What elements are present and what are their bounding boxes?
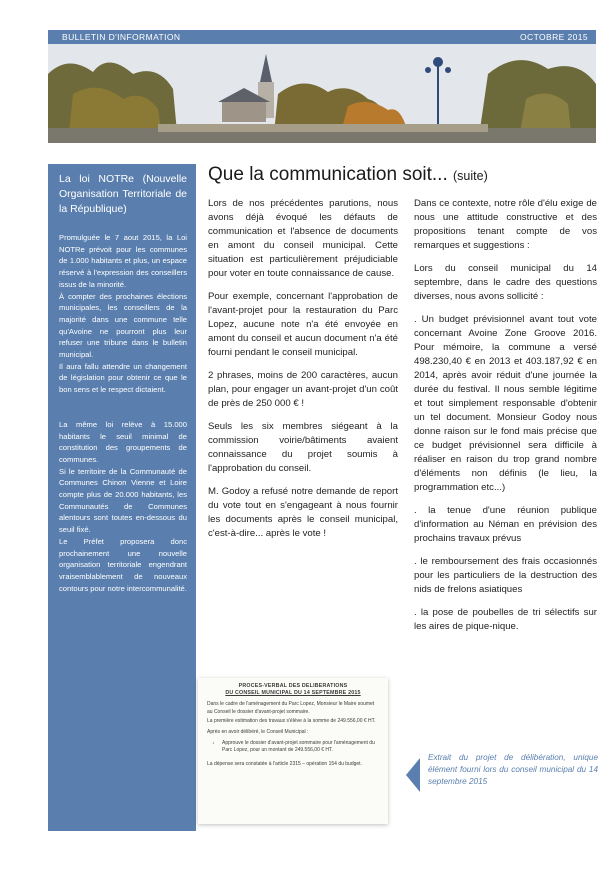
scan-paragraph: Après en avoir délibéré, le Conseil Municipal : [207, 729, 309, 736]
scan-title-line-1: PROCES-VERBAL DES DELIBERATIONS [238, 683, 348, 689]
article-title-suffix: (suite) [453, 169, 488, 183]
article-paragraph: M. Godoy a refusé notre demande de report du vote tout en s'engageant à nous fournir les documents après le conseil municipal, c'est-à-dire... après le vote ! [208, 486, 398, 539]
sidebar-paragraph: À compter des prochaines élections municipales, les conseillers de la majorité dans une commune telle qu'Avoine ne pourront plus leur refuser une tribune dans le bulletin municipal. [59, 291, 187, 360]
article-paragraph: 2 phrases, moins de 200 caractères, aucun plan, pour engager un avant-projet d'un coût de près de 250 000 € ! [208, 370, 398, 409]
village-skyline-image [48, 44, 596, 143]
sidebar-notre [48, 164, 196, 831]
scan-paragraph: La première estimation des travaux s'élève à la somme de 249.556,00 € HT. [207, 717, 376, 724]
sidebar-paragraph: La même loi relève à 15.000 habitants le seuil minimal de constitution des groupements de communes. [59, 419, 187, 464]
sidebar-title: La loi NOTRe (Nouvelle Organisation Territoriale de la République) [59, 173, 187, 215]
article-paragraph: . le remboursement des frais occasionnés pour les particuliers de la destruction des nids de frelons asiatiques [414, 556, 597, 595]
sidebar-paragraph: Si le territoire de la Communauté de Communes Chinon Vienne et Loire compte plus de 20.000 habitants, les Communautés de Communes alentours sont toutes en-dessous du seuil fixé. [59, 466, 187, 535]
scan-paragraph: La dépense sera constatée à l'article 2315 – opération 154 du budget. [207, 760, 362, 767]
caption-pointer-icon [406, 758, 420, 792]
deliberation-extract-scan [198, 678, 388, 824]
article-title-text: Que la communication soit... [208, 164, 448, 185]
scan-paragraph: Dans le cadre de l'aménagement du Parc Lopez, Monsieur le Maire soumet au Conseil le dossier d'avant-projet sommaire. [207, 701, 375, 715]
bulletin-label: BULLETIN D'INFORMATION [62, 31, 181, 42]
scan-caption: Extrait du projet de délibération, unique élément fourni lors du conseil municipal du 14 septembre 2015 [428, 753, 598, 786]
issue-date: OCTOBRE 2015 [520, 31, 588, 42]
article-title [208, 164, 598, 186]
article-paragraph: Lors du conseil municipal du 14 septembre, dans le cadre des questions diverses, nous avons sollicité : [414, 263, 597, 302]
article-paragraph: . la tenue d'une réunion publique d'information au Néman en prévision des prochains travaux prévus [414, 505, 597, 544]
article-paragraph: Lors de nos précédentes parutions, nous avons déjà évoqué les défauts de communication et l'absence de documents en amont du conseil municipal. Cette situation est particulièrement préjudiciable pour voter en toute connaissance de cause. [208, 198, 398, 279]
down-arrow-icon: ↓ [212, 740, 215, 747]
sidebar-paragraph: Il aura fallu attendre un changement de législation pour obtenir ce que le bon sens et le respect dictaient. [59, 361, 187, 395]
article-paragraph: Seuls les six membres siégeant à la commission voirie/bâtiments avaient connaissance du projet soumis à l'approbation du conseil. [208, 421, 398, 474]
sidebar-paragraph: Le Préfet proposera donc prochainement une nouvelle organisation territoriale engendrant vraisemblablement de nouveaux contours pour notre intercommunalité. [59, 536, 187, 593]
header-bar [48, 30, 596, 44]
scan-title-line-2: DU CONSEIL MUNICIPAL DU 14 SEPTEMBRE 2015 [225, 690, 361, 697]
article-paragraph: Pour exemple, concernant l'approbation de l'avant-projet pour la restauration du Parc Lopez, aucune note n'a été envoyée en amont du conseil et aucun document n'a été fourni pendant le conseil municipal. [208, 291, 398, 358]
article-paragraph: Dans ce contexte, notre rôle d'élu exige de nous une attitude constructive et des propositions tenant compte de vos remarques et suggestions : [414, 198, 597, 251]
scan-item-text: Approuve le dossier d'avant-projet sommaire pour l'aménagement du Parc Lopez, pour un montant de 249.556,00 € HT. [222, 740, 375, 754]
article-column-2 [414, 197, 597, 643]
scan-list-item [207, 740, 379, 754]
header-photo [48, 44, 596, 143]
sidebar-paragraph: Promulguée le 7 aout 2015, la Loi NOTRe prévoit pour les communes de 1.000 habitants et plus, un espace réservé à l'expression des conseillers issus de la minorité. [59, 233, 187, 289]
article-paragraph: . Un budget prévisionnel avant tout vote concernant Avoine Zone Groove 2016. Pour mémoire, la commune a versé 498.230,40 € en 2013 et 403.187,92 € en 2014, après avoir réduit d'une journée la durée du festival. Il nous semble légitime et tout simplement responsable d'obtenir un tel document. Monsieur Godoy nous donne raison sur le fond mais précise que ce budget prévisionnel sera difficile à réaliser en raison du trop grand nombre d'éléments non définis (le lieu, la programmation etc...) [414, 314, 597, 493]
article-paragraph: . la pose de poubelles de tri sélectifs sur les aires de pique-nique. [414, 607, 597, 632]
article-column-1 [208, 197, 398, 550]
